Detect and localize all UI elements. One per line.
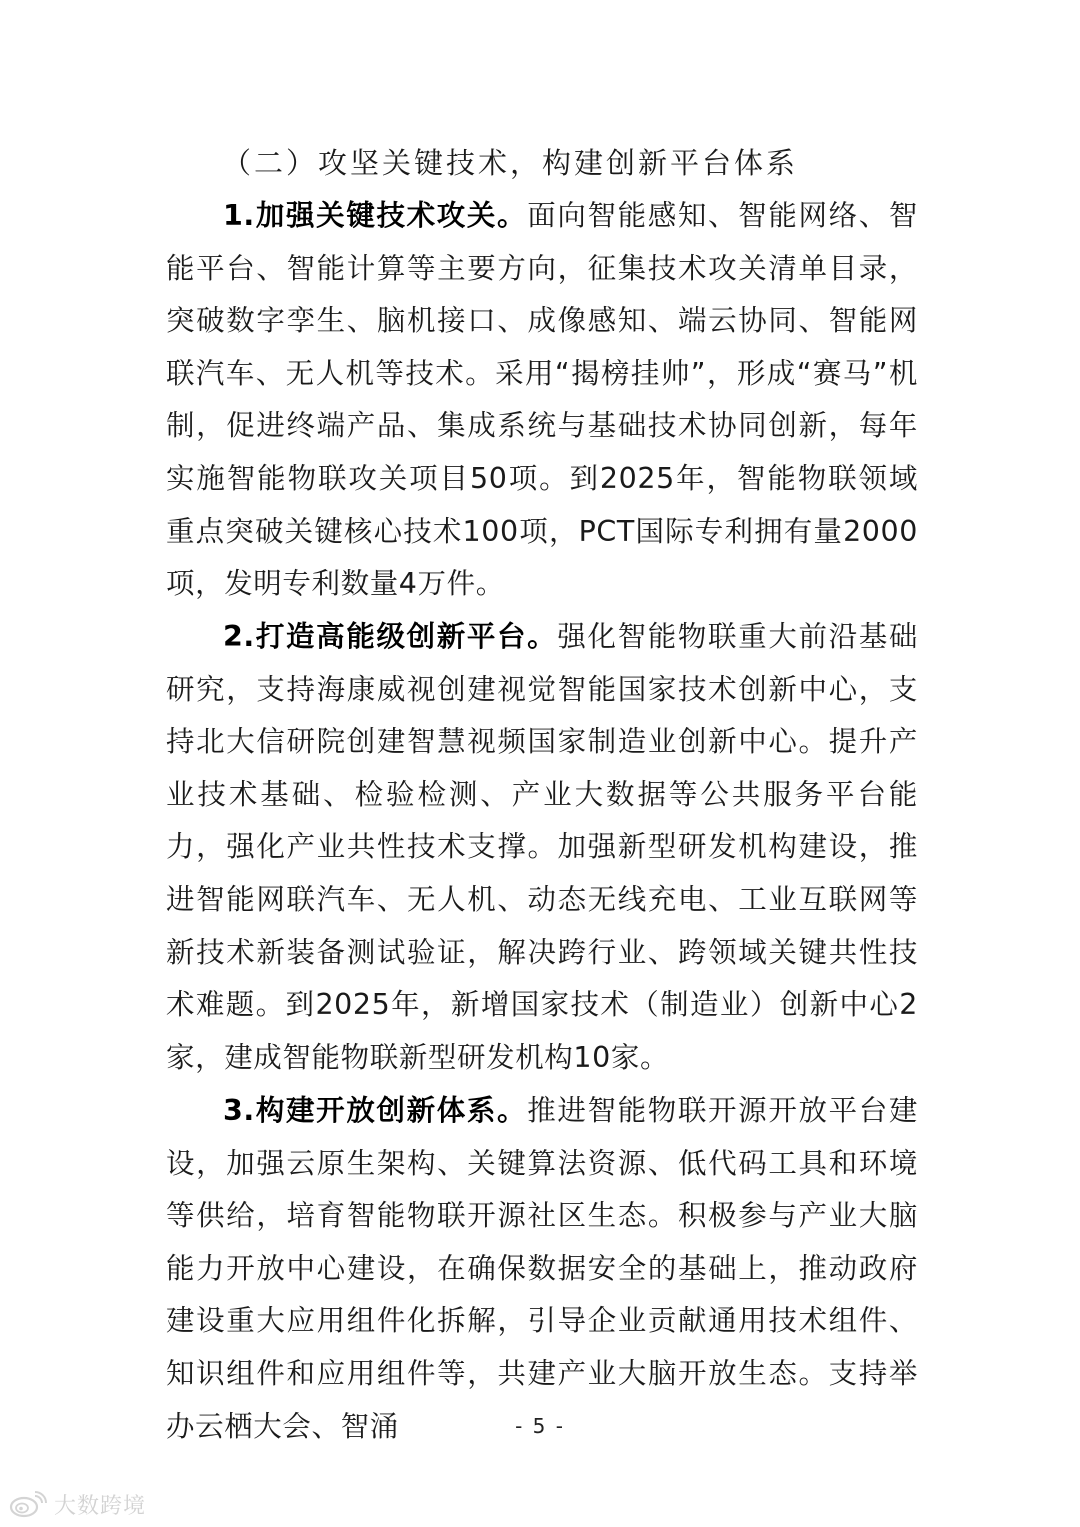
paragraph-lead: 2.打造高能级创新平台。 <box>223 620 558 653</box>
watermark <box>8 1489 146 1519</box>
page-number: - 5 - <box>515 1414 565 1438</box>
paragraph-body: 强化智能物联重大前沿基础研究，支持海康威视创建视觉智能国家技术创新中心，支持北大信研院创建智慧视频国家制造业创新中心。提升产业技术基础、检验检测、产业大数据等公共服务平台能力，强化产业共性技术支撑。加强新型研发机构建设，推进智能网联汽车、无人机、动态无线充电、工业互联网等新技术新装备测试验证，解决跨行业、跨领域关键共性技术难题。到2025年，新增国家技术（制造业）创新中心2家，建成智能物联新型研发机构10家。 <box>166 620 918 1074</box>
paragraph-lead: 1.加强关键技术攻关。 <box>223 199 528 232</box>
weibo-logo-icon <box>8 1490 48 1518</box>
section-heading: （二）攻坚关键技术，构建创新平台体系 <box>222 146 799 180</box>
paragraph-lead: 3.构建开放创新体系。 <box>223 1094 528 1127</box>
paragraph-body: 推进智能物联开源开放平台建设，加强云原生架构、关键算法资源、低代码工具和环境等供给，培育智能物联开源社区生态。积极参与产业大脑能力开放中心建设，在确保数据安全的基础上，推动政府建设重大应用组件化拆解，引导企业贡献通用技术组件、知识组件和应用组件等，共建产业大脑开放生态。支持举办云栖大会、智涌 <box>166 1094 918 1443</box>
watermark-text: 大数跨境 <box>54 1493 147 1519</box>
paragraph-key-technology <box>166 190 918 611</box>
paragraph-body: 面向智能感知、智能网络、智能平台、智能计算等主要方向，征集技术攻关清单目录，突破数字孪生、脑机接口、成像感知、端云协同、智能网联汽车、无人机等技术。采用“揭榜挂帅”，形成“赛马”机制，促进终端产品、集成系统与基础技术协同创新，每年实施智能物联攻关项目50项。到2025年，智能物联领域重点突破关键核心技术100项，PCT国际专利拥有量2000项，发明专利数量4万件。 <box>166 199 918 601</box>
paragraph-innovation-platform <box>166 611 918 1084</box>
paragraph-open-innovation <box>166 1085 918 1453</box>
